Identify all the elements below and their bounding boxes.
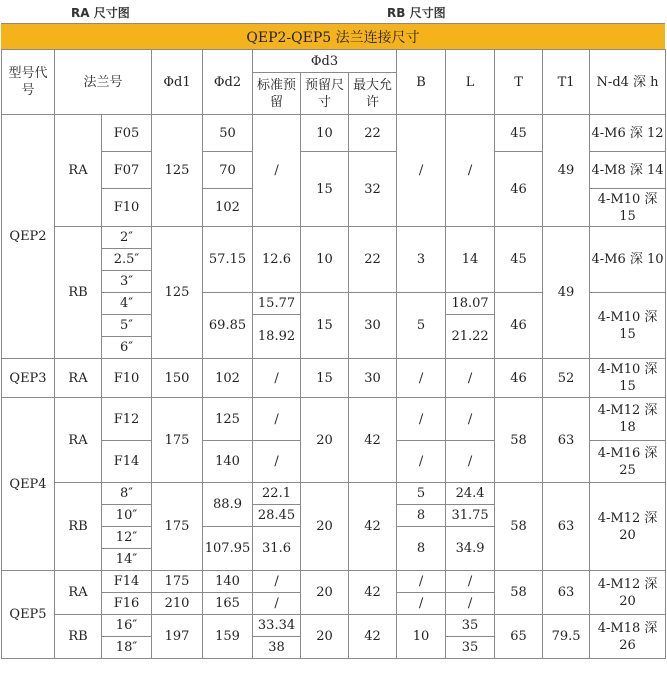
d2-cell: 125	[203, 398, 253, 441]
nd4-cell: 4-M6 深 12	[590, 115, 666, 152]
d3-std-cell: 12.6	[253, 227, 301, 293]
d2-cell: 140	[203, 571, 253, 593]
flange-cell: 16″	[102, 615, 152, 637]
type-cell: RA	[55, 115, 102, 227]
t1-cell: 63	[543, 571, 590, 615]
t1-cell: 63	[543, 483, 590, 571]
d3-std-cell: 31.6	[253, 527, 301, 571]
header-b: B	[397, 50, 446, 115]
l-cell: 34.9	[446, 527, 495, 571]
b-cell: 5	[397, 483, 446, 505]
flange-cell: F10	[102, 189, 152, 227]
d1-cell: 125	[152, 227, 203, 359]
d1-cell: 175	[152, 398, 203, 483]
d3-pre-cell: 20	[301, 571, 349, 615]
d3-max-cell: 42	[349, 483, 397, 571]
type-cell: RA	[55, 398, 102, 483]
b-cell: 8	[397, 527, 446, 571]
flange-cell: F07	[102, 152, 152, 189]
model-cell: QEP3	[2, 359, 55, 398]
l-cell: 24.4	[446, 483, 495, 505]
d3-std-cell: 15.77	[253, 293, 301, 315]
flange-cell: 2.5″	[102, 249, 152, 271]
d1-cell: 125	[152, 115, 203, 227]
t-cell: 46	[495, 152, 543, 227]
rb-dimension-label: RB 尺寸图	[387, 6, 446, 20]
l-cell: 35	[446, 637, 495, 659]
d2-cell: 102	[203, 189, 253, 227]
t-cell: 46	[495, 293, 543, 359]
d3-pre-cell: 10	[301, 227, 349, 293]
flange-cell: 14″	[102, 549, 152, 571]
t1-cell: 63	[543, 398, 590, 483]
header-d2: Φd2	[203, 50, 253, 115]
d3-std-cell: 33.34	[253, 615, 301, 637]
nd4-cell: 4-M18 深 26	[590, 615, 666, 659]
d3-max-cell: 22	[349, 115, 397, 152]
model-cell: QEP2	[2, 115, 55, 359]
d1-cell: 210	[152, 593, 203, 615]
l-cell: 35	[446, 615, 495, 637]
l-cell: /	[446, 398, 495, 441]
model-cell: QEP5	[2, 571, 55, 659]
model-cell: QEP4	[2, 398, 55, 571]
b-cell: /	[397, 441, 446, 483]
d3-max-cell: 30	[349, 359, 397, 398]
b-cell: /	[397, 593, 446, 615]
d3-std-cell: /	[253, 441, 301, 483]
nd4-cell: 4-M10 深 15	[590, 359, 666, 398]
d2-cell: 159	[203, 615, 253, 659]
d3-std-cell: /	[253, 593, 301, 615]
nd4-cell: 4-M16 深 25	[590, 441, 666, 483]
d3-std-cell: /	[253, 359, 301, 398]
type-cell: RB	[55, 483, 102, 571]
d3-std-cell: /	[253, 571, 301, 593]
l-cell: 21.22	[446, 315, 495, 359]
d3-max-cell: 42	[349, 571, 397, 615]
l-cell: 14	[446, 227, 495, 293]
t-cell: 65	[495, 615, 543, 659]
l-cell: 31.75	[446, 505, 495, 527]
d3-pre-cell: 15	[301, 293, 349, 359]
nd4-cell: 4-M10 深 15	[590, 293, 666, 359]
l-cell: 18.07	[446, 293, 495, 315]
header-d1: Φd1	[152, 50, 203, 115]
type-cell: RA	[55, 571, 102, 615]
b-cell: /	[397, 359, 446, 398]
d3-max-cell: 32	[349, 152, 397, 227]
d2-cell: 70	[203, 152, 253, 189]
d2-cell: 57.15	[203, 227, 253, 293]
nd4-cell: 4-M6 深 10	[590, 227, 666, 293]
flange-cell: F10	[102, 359, 152, 398]
flange-cell: 4″	[102, 293, 152, 315]
flange-cell: 5″	[102, 315, 152, 337]
nd4-cell: 4-M8 深 14	[590, 152, 666, 189]
flange-cell: 8″	[102, 483, 152, 505]
header-t: T	[495, 50, 543, 115]
b-cell: 5	[397, 293, 446, 359]
t-cell: 58	[495, 571, 543, 615]
d1-cell: 150	[152, 359, 203, 398]
d3-max-cell: 22	[349, 227, 397, 293]
header-model: 型号代号	[2, 50, 55, 115]
d2-cell: 50	[203, 115, 253, 152]
b-cell: /	[397, 398, 446, 441]
d1-cell: 175	[152, 483, 203, 571]
d3-pre-cell: 15	[301, 359, 349, 398]
l-cell: /	[446, 571, 495, 593]
type-cell: RB	[55, 227, 102, 359]
type-cell: RB	[55, 615, 102, 659]
flange-cell: 10″	[102, 505, 152, 527]
t-cell: 45	[495, 227, 543, 293]
flange-dimension-table	[1, 49, 666, 659]
header-d3-max: 最大允许	[349, 73, 397, 115]
flange-cell: 6″	[102, 337, 152, 359]
nd4-cell: 4-M12 深 20	[590, 483, 666, 571]
b-cell: /	[397, 571, 446, 593]
b-cell: 10	[397, 615, 446, 659]
d3-pre-cell: 20	[301, 615, 349, 659]
type-cell: RA	[55, 359, 102, 398]
l-cell: /	[446, 359, 495, 398]
l-cell: /	[446, 115, 495, 227]
flange-cell: F05	[102, 115, 152, 152]
b-cell: /	[397, 115, 446, 227]
t-cell: 58	[495, 483, 543, 571]
t1-cell: 49	[543, 115, 590, 227]
d1-cell: 175	[152, 571, 203, 593]
l-cell: /	[446, 593, 495, 615]
t1-cell: 52	[543, 359, 590, 398]
flange-cell: F14	[102, 571, 152, 593]
header-d3: Φd3	[253, 50, 397, 73]
header-nd4: N-d4 深 h	[590, 50, 666, 115]
flange-cell: 18″	[102, 637, 152, 659]
header-l: L	[446, 50, 495, 115]
b-cell: 3	[397, 227, 446, 293]
t1-cell: 49	[543, 227, 590, 359]
l-cell: /	[446, 441, 495, 483]
header-flange: 法兰号	[55, 50, 152, 115]
flange-cell: 2″	[102, 227, 152, 249]
ra-dimension-label: RA 尺寸图	[71, 6, 130, 20]
t-cell: 45	[495, 115, 543, 152]
d2-cell: 107.95	[203, 527, 253, 571]
d2-cell: 165	[203, 593, 253, 615]
t-cell: 46	[495, 359, 543, 398]
table-title: QEP2-QEP5 法兰连接尺寸	[1, 23, 665, 49]
header-d3-pre: 预留尺寸	[301, 73, 349, 115]
d3-pre-cell: 20	[301, 483, 349, 571]
flange-cell: 3″	[102, 271, 152, 293]
flange-cell: 12″	[102, 527, 152, 549]
d3-max-cell: 30	[349, 293, 397, 359]
d2-cell: 69.85	[203, 293, 253, 359]
d3-std-cell: 22.1	[253, 483, 301, 505]
d2-cell: 140	[203, 441, 253, 483]
b-cell: 8	[397, 505, 446, 527]
d3-std-cell: 18.92	[253, 315, 301, 359]
flange-cell: F16	[102, 593, 152, 615]
flange-cell: F12	[102, 398, 152, 441]
header-d3-std: 标准预留	[253, 73, 301, 115]
d3-pre-cell: 20	[301, 398, 349, 483]
flange-cell: F14	[102, 441, 152, 483]
t1-cell: 79.5	[543, 615, 590, 659]
d3-std-cell: 28.45	[253, 505, 301, 527]
header-t1: T1	[543, 50, 590, 115]
d1-cell: 197	[152, 615, 203, 659]
d3-pre-cell: 10	[301, 115, 349, 152]
t-cell: 58	[495, 398, 543, 483]
d2-cell: 102	[203, 359, 253, 398]
nd4-cell: 4-M10 深 15	[590, 189, 666, 227]
nd4-cell: 4-M12 深 20	[590, 571, 666, 615]
d3-max-cell: 42	[349, 615, 397, 659]
d2-cell: 88.9	[203, 483, 253, 527]
nd4-cell: 4-M12 深 18	[590, 398, 666, 441]
d3-std-cell: 38	[253, 637, 301, 659]
d3-max-cell: 42	[349, 398, 397, 483]
d3-std-cell: /	[253, 398, 301, 441]
d3-std-cell: /	[253, 115, 301, 227]
d3-pre-cell: 15	[301, 152, 349, 227]
